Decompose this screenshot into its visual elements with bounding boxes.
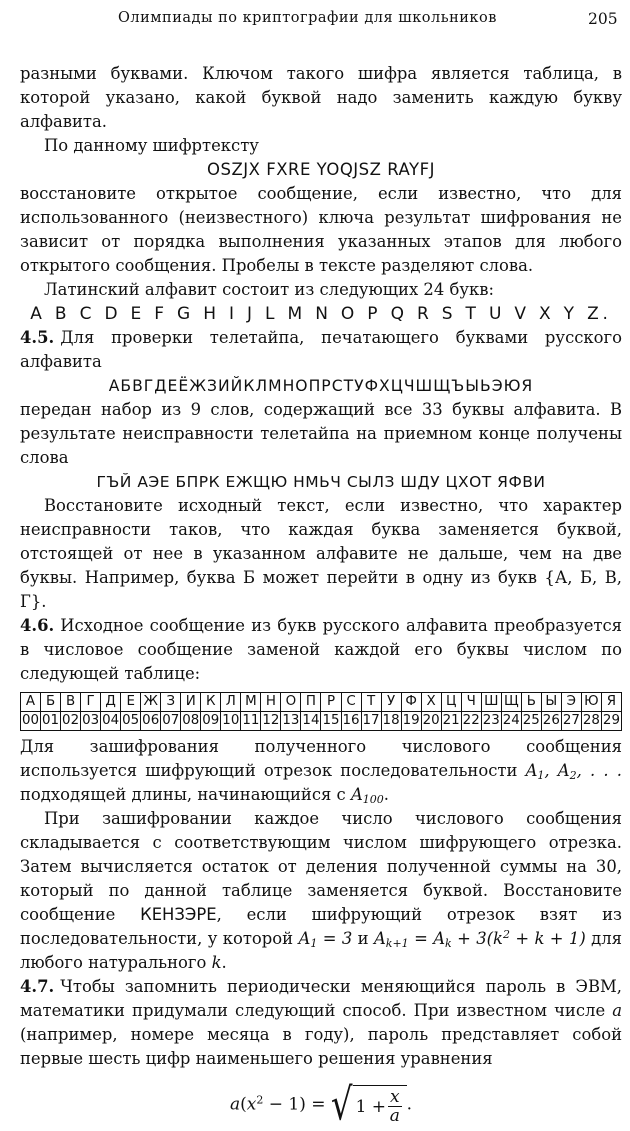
table-letter-cell: Т: [361, 693, 381, 712]
problem-number: 4.7.: [20, 977, 55, 996]
table-code-cell: 26: [541, 712, 561, 731]
table-letter-cell: Ь: [521, 693, 541, 712]
table-code-cell: 27: [561, 712, 581, 731]
problem-4-6: [20, 614, 622, 686]
paragraph: Латинский алфавит состоит из следующих 24 букв:: [44, 280, 494, 299]
table-code-cell: 28: [581, 712, 601, 731]
problem-4-5: [20, 326, 622, 374]
paragraph: восстановите открытое сообщение, если известно, что для использованного (неизвестного) ключа результат шифрования не зависит от порядка выполнения указанных этапов для любого открытого сообщения. Пробелы в тексте разделяют слова.: [20, 184, 622, 275]
table-code-cell: 18: [381, 712, 401, 731]
math-recurrence: $A_1 = 3$: [298, 929, 353, 950]
table-letter-cell: Л: [221, 693, 241, 712]
table-letter-cell: З: [161, 693, 181, 712]
paragraph: Восстановите исходный текст, если известно, что характер неисправности таков, что каждая буква заменяется буквой, отстоящей от нее в указанном алфавите не дальше, чем на две буквы. Например, буква Б может перейти в одну из букв {А, Б, В, Г}.: [20, 496, 622, 611]
paragraph: При зашифровании каждое число числового сообщения складывается с соответствующим числом шифрующего отрезка. Затем вычисляется остаток от деления полученной суммы на 30, который по данной таблице заменяется буквой. Восстановите сообщение КЕНЗЭРЕ, если шифрующий отрезок взят из последовательности, у которой $A_1 = 3$ и $A_{k+1} = A_k + 3(k^2 + k + 1)$ для любого натурального k.: [20, 809, 622, 972]
running-header: [0, 10, 630, 36]
table-letter-cell: Х: [421, 693, 441, 712]
table-letter-cell: Я: [601, 693, 621, 712]
latin-alphabet: A B C D E F G H I J L M N O P Q R S T U V X Y Z.: [30, 304, 612, 324]
table-letter-cell: Ч: [461, 693, 481, 712]
table-code-cell: 21: [441, 712, 461, 731]
table-letter-cell: Н: [261, 693, 281, 712]
ciphertext: OSZJX FXRE YOQJSZ RAYFJ: [207, 160, 435, 179]
paragraph: разными буквами. Ключом такого шифра является таблица, в которой указано, какой буквой надо заменить каждую букву алфавита.: [20, 64, 622, 131]
table-letter-cell: В: [61, 693, 81, 712]
table-letter-cell: Г: [81, 693, 101, 712]
problem-text: Для проверки телетайпа, печатающего буквами русского алфавита: [20, 328, 622, 371]
table-code-cell: 10: [221, 712, 241, 731]
table-code-cell: 07: [161, 712, 181, 731]
table-letter-cell: Б: [41, 693, 61, 712]
table-code-cell: 24: [501, 712, 521, 731]
encrypted-word: КЕНЗЭРЕ: [140, 905, 217, 924]
table-code-cell: 22: [461, 712, 481, 731]
math-recurrence: $A_{k+1} = A_k + 3(k^2 + k + 1)$: [373, 928, 586, 950]
table-letter-cell: П: [301, 693, 321, 712]
table-letter-cell: У: [381, 693, 401, 712]
table-letter-cell: Щ: [501, 693, 521, 712]
letter-code-table: [20, 692, 622, 731]
table-code-cell: 04: [101, 712, 121, 731]
table-letter-cell: М: [241, 693, 261, 712]
table-code-cell: 25: [521, 712, 541, 731]
paragraph: Для зашифрования полученного числового сообщения используется шифрующий отрезок последовательности $A_1$, $A_2$, . . . подходящей длины, начинающийся с $A_{100}$.: [20, 737, 622, 806]
table-code-cell: 20: [421, 712, 441, 731]
table-code-cell: 08: [181, 712, 201, 731]
paragraph: По данному шифртексту: [44, 136, 259, 155]
table-code-cell: 00: [21, 712, 41, 731]
table-letter-cell: С: [341, 693, 361, 712]
letters-row: [21, 693, 622, 712]
table-letter-cell: А: [21, 693, 41, 712]
table-code-cell: 15: [321, 712, 341, 731]
table-letter-cell: Ж: [141, 693, 161, 712]
page-number: 205: [588, 10, 618, 28]
codes-row: [21, 712, 622, 731]
table-code-cell: 01: [41, 712, 61, 731]
table-code-cell: 05: [121, 712, 141, 731]
table-letter-cell: Ы: [541, 693, 561, 712]
page-body: [20, 62, 622, 1131]
table-code-cell: 14: [301, 712, 321, 731]
table-code-cell: 06: [141, 712, 161, 731]
table-code-cell: 19: [401, 712, 421, 731]
table-code-cell: 29: [601, 712, 621, 731]
equation: $a(x^2 - 1)$ = √ 1 + $\frac{x}{a}$ .: [229, 1079, 413, 1131]
table-code-cell: 11: [241, 712, 261, 731]
table-letter-cell: Ш: [481, 693, 501, 712]
problem-number: 4.6.: [20, 616, 55, 635]
table-code-cell: 03: [81, 712, 101, 731]
header-title: Олимпиады по криптографии для школьников: [118, 10, 497, 26]
table-letter-cell: Э: [561, 693, 581, 712]
problem-4-7: 4.7. Чтобы запомнить периодически меняющийся пароль в ЭВМ, математики придумали следующий способ. При известном числе a (например, номере месяца в году), пароль представляет собой первые шесть цифр наименьшего решения уравнения: [20, 977, 622, 1068]
paragraph: передан набор из 9 слов, содержащий все 33 буквы алфавита. В результате неисправности телетайпа на приемном конце получены слова: [20, 400, 622, 467]
table-code-cell: 16: [341, 712, 361, 731]
problem-text: Исходное сообщение из букв русского алфавита преобразуется в числовое сообщение заменой каждой его буквы числом по следующей таблице:: [20, 616, 622, 683]
table-code-cell: 17: [361, 712, 381, 731]
table-letter-cell: Ф: [401, 693, 421, 712]
table-code-cell: 23: [481, 712, 501, 731]
table-letter-cell: Ц: [441, 693, 461, 712]
table-letter-cell: И: [181, 693, 201, 712]
table-code-cell: 12: [261, 712, 281, 731]
table-letter-cell: Р: [321, 693, 341, 712]
table-letter-cell: О: [281, 693, 301, 712]
russian-alphabet: АБВГДЕЁЖЗИЙКЛМНОПРСТУФХЦЧШЩЪЫЬЭЮЯ: [108, 377, 534, 395]
math-seq: $A_1$, $A_2$, . . .: [525, 761, 622, 782]
table-letter-cell: Е: [121, 693, 141, 712]
table-letter-cell: Д: [101, 693, 121, 712]
received-words: ГЪЙ АЭЕ БПРК ЕЖЩЮ НМЬЧ СЫЛЗ ШДУ ЦХОТ ЯФВИ: [96, 473, 546, 491]
math-a100: $A_{100}$: [350, 785, 384, 806]
table-code-cell: 02: [61, 712, 81, 731]
table-letter-cell: К: [201, 693, 221, 712]
problem-number: 4.5.: [20, 328, 55, 347]
table-letter-cell: Ю: [581, 693, 601, 712]
table-code-cell: 09: [201, 712, 221, 731]
table-code-cell: 13: [281, 712, 301, 731]
